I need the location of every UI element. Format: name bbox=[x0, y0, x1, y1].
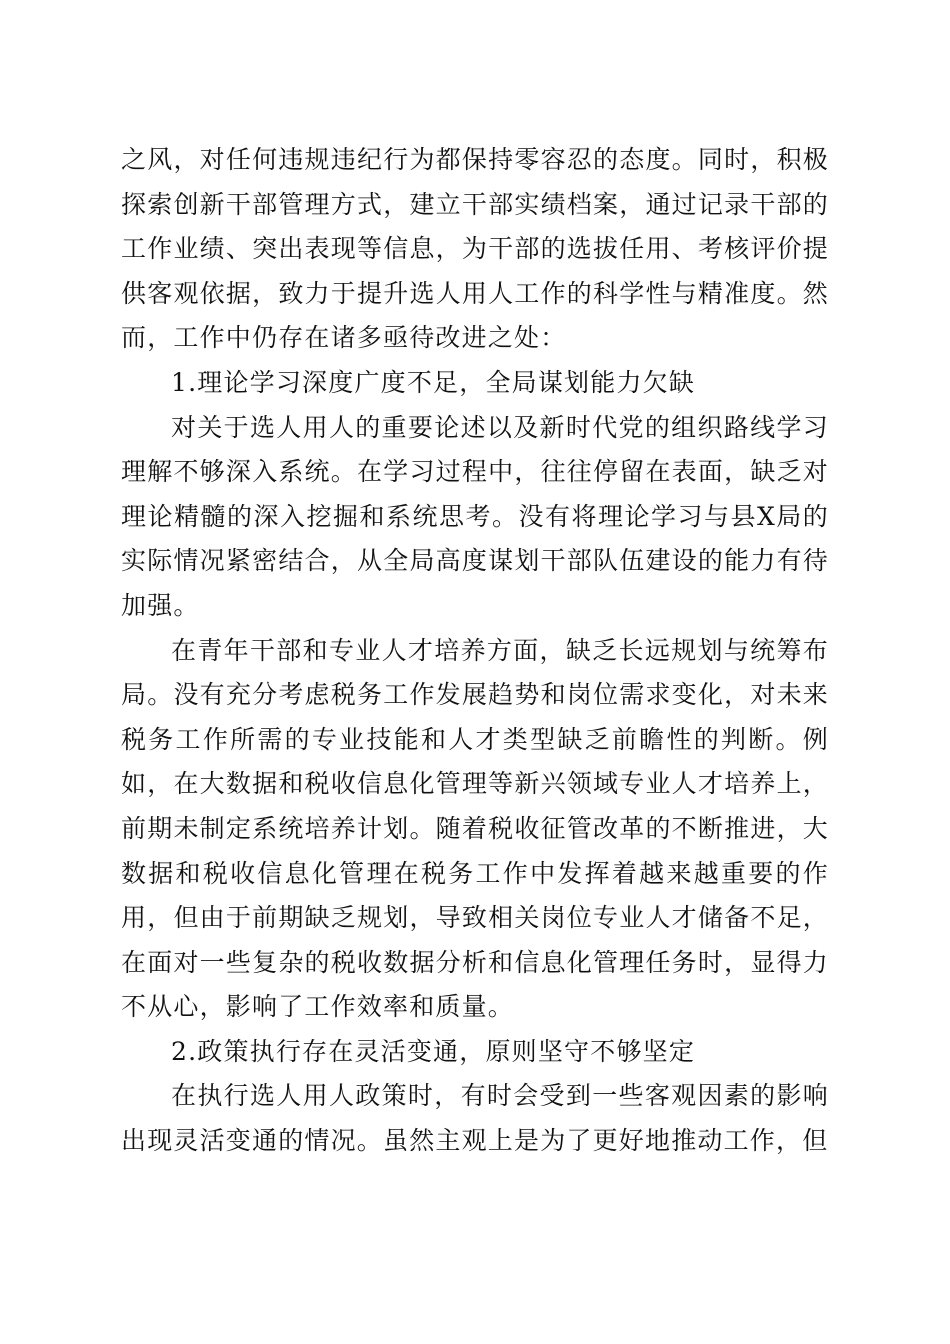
paragraph-policy-execution: 在执行选人用人政策时，有时会受到一些客观因素的影响出现灵活变通的情况。虽然主观上是为了更好地推动工作，但 bbox=[121, 1081, 829, 1156]
paragraph-theory-study: 对关于选人用人的重要论述以及新时代党的组织路线学习理解不够深入系统。在学习过程中，往往停留在表面，缺乏对理论精髓的深入挖掘和系统思考。没有将理论学习与县X局的实际情况紧密结合，从全局高度谋划干部队伍建设的能力有待加强。 bbox=[121, 412, 829, 620]
section-heading-1: 1.理论学习深度广度不足，全局谋划能力欠缺 bbox=[171, 367, 696, 397]
paragraph-intro-continued: 之风，对任何违规违纪行为都保持零容忍的态度。同时，积极探索创新干部管理方式，建立干部实绩档案，通过记录干部的工作业绩、突出表现等信息，为干部的选拔任用、考核评价提供客观依据，致力于提升选人用人工作的科学性与精准度。然而，工作中仍存在诸多亟待改进之处： bbox=[121, 145, 829, 353]
paragraph-talent-cultivation: 在青年干部和专业人才培养方面，缺乏长远规划与统筹布局。没有充分考虑税务工作发展趋势和岗位需求变化，对未来税务工作所需的专业技能和人才类型缺乏前瞻性的判断。例如，在大数据和税收信息化管理等新兴领域专业人才培养上，前期未制定系统培养计划。随着税收征管改革的不断推进，大数据和税收信息化管理在税务工作中发挥着越来越重要的作用，但由于前期缺乏规划，导致相关岗位专业人才储备不足，在面对一些复杂的税收数据分析和信息化管理任务时，显得力不从心，影响了工作效率和质量。 bbox=[121, 635, 829, 1022]
document-body bbox=[121, 138, 829, 1164]
section-heading-2: 2.政策执行存在灵活变通，原则坚守不够坚定 bbox=[171, 1036, 696, 1066]
